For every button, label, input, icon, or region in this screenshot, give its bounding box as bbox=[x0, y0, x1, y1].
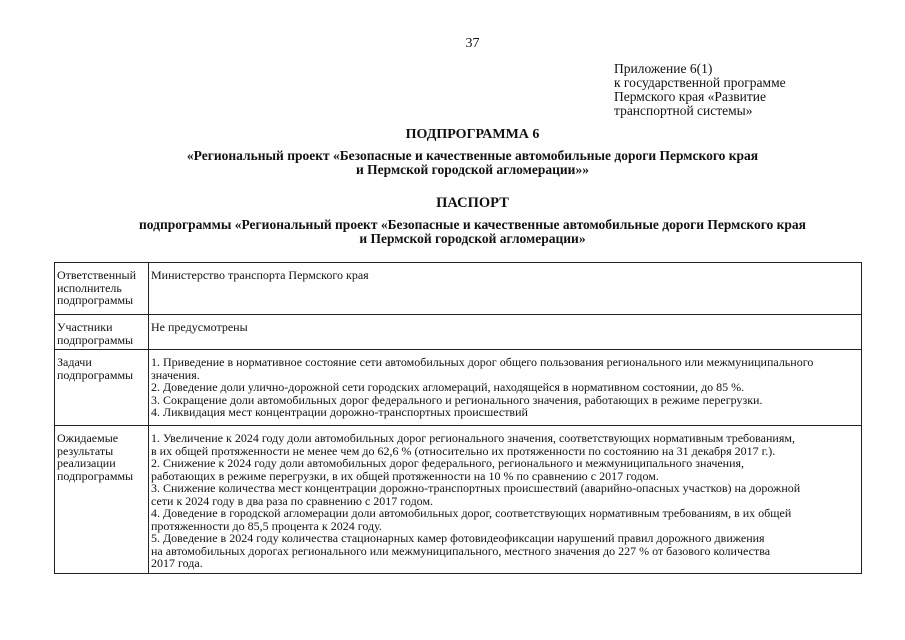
subprogram-name-line: и Пермской городской агломерации»» bbox=[356, 162, 589, 177]
label-line: исполнитель bbox=[57, 280, 122, 295]
content-line: Не предусмотрены bbox=[151, 320, 248, 334]
row-label bbox=[55, 426, 149, 574]
content-line: Министерство транспорта Пермского края bbox=[151, 268, 369, 282]
row-content bbox=[149, 263, 862, 315]
table-row bbox=[55, 263, 862, 315]
appendix-line: транспортной системы» bbox=[614, 103, 753, 118]
content-line: в их общей протяженности не менее чем до 62,6 % (относительно их протяженности по состоянию на 31 декабря 2017 г.). bbox=[151, 443, 776, 458]
row-content bbox=[149, 350, 862, 426]
row-label bbox=[55, 315, 149, 350]
content-line: 2. Доведение доли улично-дорожной сети городских агломераций, находящейся в нормативном состоянии, до 85 %. bbox=[151, 380, 745, 394]
content-line: 3. Сокращение доли автомобильных дорог федерального и регионального значения, работающих в режиме перегрузки. bbox=[151, 392, 763, 407]
content-line: 2017 года. bbox=[151, 556, 203, 570]
subprogram-name bbox=[0, 149, 905, 177]
label-line: реализации bbox=[57, 456, 116, 470]
label-line: подпрограммы bbox=[57, 332, 134, 347]
table-row bbox=[55, 426, 862, 574]
content-line: сети к 2024 году в два раза по сравнению с 2017 годом. bbox=[151, 493, 434, 508]
passport-subtitle-line: подпрограммы «Региональный проект «Безопасные и качественные автомобильные дороги Пермского края bbox=[139, 217, 806, 232]
content-line: работающих в режиме перегрузки, в их общей протяженности на 10 % по сравнению с 2017 годом. bbox=[151, 468, 659, 483]
row-content bbox=[149, 315, 862, 350]
passport-title: ПАСПОРТ bbox=[436, 195, 509, 211]
content-line: 5. Доведение в 2024 году количества стационарных камер фотовидеофиксации нарушений правил дорожного движения bbox=[151, 531, 765, 545]
row-label bbox=[55, 350, 149, 426]
appendix-line: к государственной программе bbox=[614, 75, 786, 90]
subprogram-title: ПОДПРОГРАММА 6 bbox=[405, 127, 540, 142]
appendix-line: Приложение 6(1) bbox=[614, 61, 713, 76]
passport-subtitle-line: и Пермской городской агломерации» bbox=[359, 231, 586, 246]
content-line: на автомобильных дорогах регионального или межмуниципального, местного значения до 227 % от базового количества bbox=[151, 543, 771, 558]
content-line: 3. Снижение количества мест концентрации дорожно-транспортных происшествий (аварийно-опасных участков) на дорожной bbox=[151, 481, 801, 495]
appendix-note bbox=[614, 62, 786, 118]
label-line: подпрограммы bbox=[57, 367, 134, 382]
content-line: значения. bbox=[151, 367, 200, 382]
content-line: 1. Увеличение к 2024 году доли автомобильных дорог регионального значения, соответствующих нормативным требованиям, bbox=[151, 431, 795, 445]
content-line: 2. Снижение к 2024 году доли автомобильных дорог федерального, регионального и межмуниципального значения, bbox=[151, 456, 745, 470]
content-line: протяженности до 85,5 процента к 2024 году. bbox=[151, 518, 382, 533]
content-line: 4. Доведение в городской агломерации доли автомобильных дорог, соответствующих нормативным требованиям, в их общей bbox=[151, 506, 792, 520]
label-line: Ответственный bbox=[57, 268, 137, 282]
content-line: 1. Приведение в нормативное состояние сети автомобильных дорог общего пользования регионального или межмуниципального bbox=[151, 355, 814, 369]
label-line: Задачи bbox=[57, 355, 92, 369]
table-row bbox=[55, 350, 862, 426]
passport-subtitle bbox=[0, 218, 905, 246]
row-content bbox=[149, 426, 862, 574]
label-line: результаты bbox=[57, 443, 114, 458]
subprogram-name-line: «Региональный проект «Безопасные и качественные автомобильные дороги Пермского края bbox=[186, 148, 759, 163]
row-label bbox=[55, 263, 149, 315]
appendix-line: Пермского края «Развитие bbox=[614, 89, 766, 104]
passport-table bbox=[54, 262, 862, 574]
label-line: Участники bbox=[57, 320, 113, 334]
table-row bbox=[55, 315, 862, 350]
label-line: подпрограммы bbox=[57, 293, 134, 307]
label-line: подпрограммы bbox=[57, 468, 134, 483]
page-number: 37 bbox=[465, 36, 480, 51]
label-line: Ожидаемые bbox=[57, 431, 119, 445]
content-line: 4. Ликвидация мест концентрации дорожно-транспортных происшествий bbox=[151, 405, 528, 419]
